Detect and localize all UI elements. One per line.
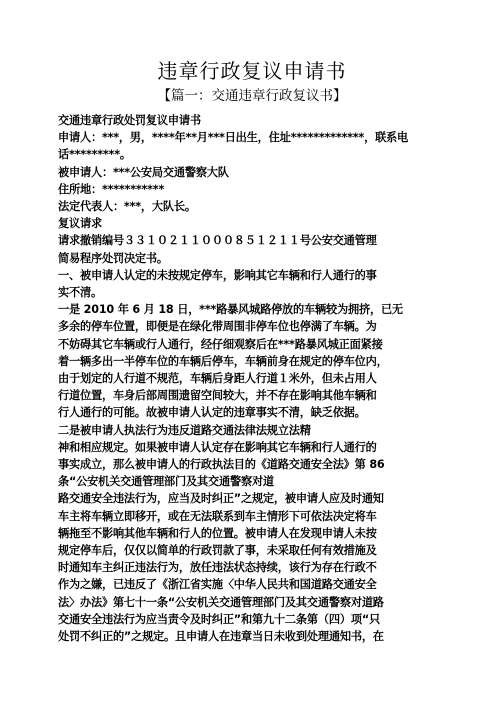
document-body: [58, 112, 446, 645]
text-line: 交通安全违法行为应当责令及时纠正”和第九十二条第（四）项“只: [58, 612, 380, 626]
text-line: 多余的停车位置，即便是在绿化带周围非停车位也停满了车辆。为: [58, 320, 377, 334]
text-line: 请求撤销编号３３１０２１１０００８５１２１１号公安交通管理: [58, 234, 377, 248]
text-line: 辆拖至不影响其他车辆和行人的位置。被申请人在发现申请人未按: [58, 526, 377, 540]
text-line: 法〉办法》第七十一条“公安机关交通管理部门及其交通警察对道路: [58, 595, 384, 609]
text-line: 神和相应规定。如果被申请人认定存在影响其它车辆和行人通行的: [58, 440, 377, 454]
text-line: 条“公安机关交通管理部门及其交通警察对道: [58, 475, 274, 489]
text-line: 规定停车后，仅仅以简单的行政罚款了事，未采取任何有效措施及: [58, 544, 377, 558]
text-line: 一、被申请人认定的未按规定停车，影响其它车辆和行人通行的事: [58, 268, 377, 282]
text-line: 被申请人：***公安局交通警察大队: [58, 165, 229, 179]
text-line: 时通知车主纠正违法行为，放任违法状态持续，该行为存在行政不: [58, 561, 377, 575]
text-line: 作为之嫌，已违反了《浙江省实施〈中华人民共和国道路交通安全: [58, 578, 377, 592]
text-line: 复议请求: [58, 217, 102, 231]
text-line: 着一辆多出一半停车位的车辆后停车，车辆前身在规定的停车位内，: [58, 354, 388, 368]
text-line: 申请人：***，男，****年**月***日出生，住址*************，联系电: [58, 131, 409, 145]
text-line: 住所地：***********: [58, 182, 165, 196]
text-line: 处罚不纠正的”之规定。且申请人在违章当日未收到处理通知书，在: [58, 630, 384, 644]
text-line: 实不清。: [58, 286, 102, 300]
text-line: 事实成立，那么被申请人的行政执法目的《道路交通安全法》第 86: [58, 458, 385, 472]
text-line: 路交通安全违法行为，应当及时纠正”之规定，被申请人应及时通知: [58, 492, 384, 506]
text-line: 二是被申请人执法行为违反道路交通法律法规立法精: [58, 423, 311, 437]
text-line: 交通违章行政处罚复议申请书: [58, 114, 201, 127]
text-line: 法定代表人：***，大队长。: [58, 200, 196, 214]
text-line: 一是 2010 年 6 月 18 日，***路暴风城路停放的车辆较为拥挤，已无: [58, 303, 403, 317]
text-line: 行人通行的可能。故被申请人认定的违章事实不清，缺乏依据。: [58, 406, 366, 420]
text-line: 不妨碍其它车辆或行人通行，经仔细观察后在***路暴风城正面紧接: [58, 337, 383, 351]
text-line: 由于划定的人行道不规范，车辆后身距人行道１米外，但未占用人: [58, 372, 377, 386]
document-subtitle: 【篇一：交通违章行政复议书】: [157, 88, 347, 104]
text-line: 简易程序处罚决定书。: [58, 251, 168, 265]
text-line: 车主将车辆立即移开，或在无法联系到车主情形下可依法决定将车: [58, 509, 377, 523]
document-title: 违章行政复议申请书: [157, 59, 347, 83]
text-line: 话*********。: [58, 148, 131, 162]
text-line: 行道位置，车身后部周围遗留空间较大，并不存在影响其他车辆和: [58, 389, 377, 403]
